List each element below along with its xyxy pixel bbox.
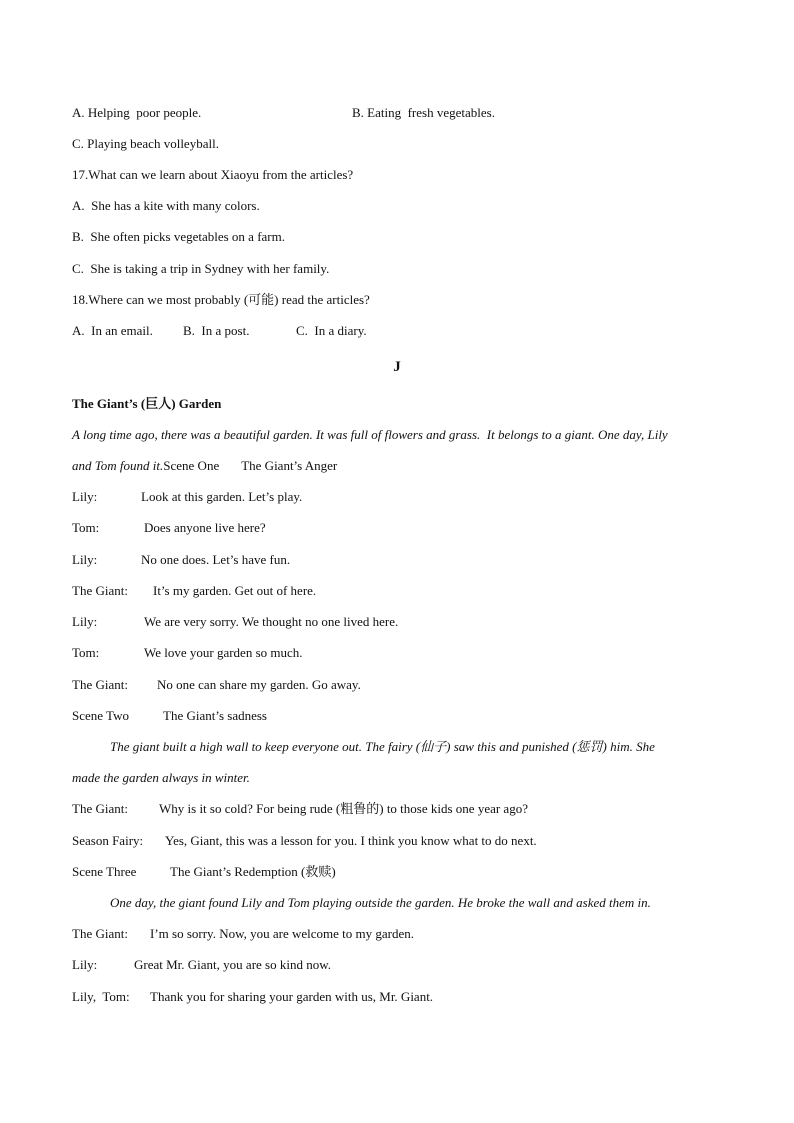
q17-option-c: C. She is taking a trip in Sydney with her family. <box>72 261 330 276</box>
dialogue-text: Great Mr. Giant, you are so kind now. <box>134 957 332 972</box>
q17-number: 17. <box>72 167 89 182</box>
speaker: Tom: <box>72 520 100 535</box>
dialogue-text: Look at this garden. Let’s play. <box>141 489 303 504</box>
dialogue-line <box>72 957 331 973</box>
dialogue-text: It’s my garden. Get out of here. <box>153 583 317 598</box>
dialogue-line <box>72 645 303 661</box>
dialogue-line <box>72 677 361 693</box>
q18-number: 18. <box>72 292 89 307</box>
section-letter: J <box>393 359 401 375</box>
q16-option-b <box>352 105 495 121</box>
speaker: The Giant: <box>72 801 128 816</box>
speaker: Lily: <box>72 957 98 972</box>
q17-option-a: A. She has a kite with many colors. <box>72 198 260 213</box>
q17-text: What can we learn about Xiaoyu from the articles? <box>88 167 354 182</box>
story-intro-line2-text: and Tom found it. <box>72 458 164 473</box>
dialogue-text: Yes, Giant, this was a lesson for you. I think you know what to do next. <box>165 833 537 848</box>
speaker: Lily: <box>72 489 98 504</box>
q16-option-b-text: B. Eating fresh vegetables. <box>352 105 495 120</box>
scene3-narration: One day, the giant found Lily and Tom playing outside the garden. He broke the wall and asked them in. <box>110 895 651 910</box>
q16-option-c <box>72 136 219 152</box>
speaker: Season Fairy: <box>72 833 144 848</box>
story-intro-line2 <box>72 458 337 474</box>
q17-stem <box>72 167 353 183</box>
dialogue-text: No one does. Let’s have fun. <box>141 552 291 567</box>
dialogue-text: Thank you for sharing your garden with us, Mr. Giant. <box>150 989 434 1004</box>
scene1-title: The Giant’s Anger <box>241 458 338 473</box>
dialogue-line <box>72 833 537 849</box>
scene2-heading <box>72 708 267 724</box>
q18-option-c: C. In a diary. <box>296 323 367 338</box>
dialogue-line <box>72 926 414 942</box>
q16-option-a <box>72 105 201 121</box>
scene3-label: Scene Three <box>72 864 137 879</box>
dialogue-line <box>72 989 433 1005</box>
story-title: The Giant’s (巨人) Garden <box>72 396 222 411</box>
dialogue-line <box>72 552 290 568</box>
q16-option-a-text: A. Helping poor people. <box>72 105 202 120</box>
scene2-title: The Giant’s sadness <box>163 708 267 723</box>
dialogue-line <box>72 583 316 599</box>
q18-stem <box>72 292 370 308</box>
dialogue-text: Does anyone live here? <box>144 520 266 535</box>
speaker: Lily: <box>72 614 98 629</box>
speaker: Tom: <box>72 645 100 660</box>
story-intro-line1: A long time ago, there was a beautiful garden. It was full of flowers and grass. It belongs to a giant. One day, Lily <box>72 427 668 442</box>
dialogue-text: We love your garden so much. <box>144 645 303 660</box>
scene3-heading <box>72 864 336 880</box>
q18-text: Where can we most probably (可能) read the articles? <box>88 292 370 307</box>
dialogue-line <box>72 520 266 536</box>
dialogue-text: We are very sorry. We thought no one lived here. <box>144 614 399 629</box>
dialogue-text: I’m so sorry. Now, you are welcome to my garden. <box>150 926 415 941</box>
speaker: The Giant: <box>72 583 128 598</box>
q17-option-b: B. She often picks vegetables on a farm. <box>72 229 285 244</box>
q18-option-a: A. In an email. <box>72 323 153 338</box>
speaker: Lily: <box>72 552 98 567</box>
dialogue-line <box>72 614 398 630</box>
scene1-label: Scene One <box>163 458 220 473</box>
dialogue-line <box>72 489 302 505</box>
speaker: The Giant: <box>72 677 128 692</box>
scene3-title: The Giant’s Redemption (救赎) <box>170 864 336 879</box>
speaker: Lily, Tom: <box>72 989 130 1004</box>
dialogue-line <box>72 801 528 817</box>
scene2-narration-line1: The giant built a high wall to keep everyone out. The fairy (仙子) saw this and punished (惩罚) him. She <box>110 739 655 754</box>
speaker: The Giant: <box>72 926 128 941</box>
scene2-label: Scene Two <box>72 708 129 723</box>
q18-options <box>72 323 367 339</box>
scene2-narration-line2: made the garden always in winter. <box>72 770 250 785</box>
q16-option-c-text: C. Playing beach volleyball. <box>72 136 219 151</box>
dialogue-text: Why is it so cold? For being rude (粗鲁的) to those kids one year ago? <box>159 801 528 816</box>
q18-option-b: B. In a post. <box>183 323 250 338</box>
dialogue-text: No one can share my garden. Go away. <box>157 677 361 692</box>
